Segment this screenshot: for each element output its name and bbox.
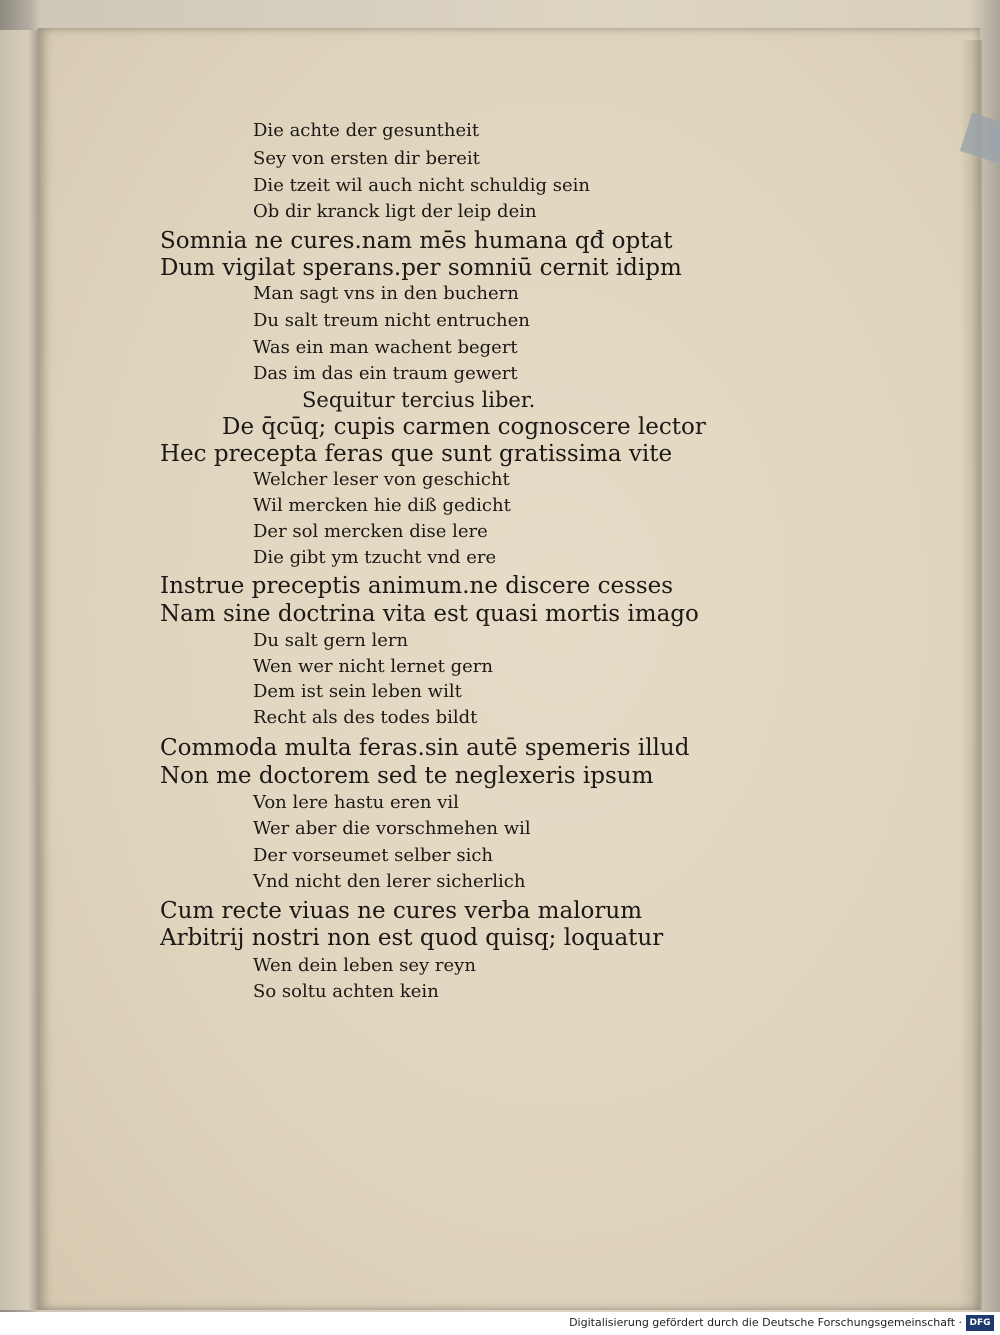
section-heading: Sequitur tercius liber. xyxy=(302,388,536,412)
text-line: Wil mercken hie diß gedicht xyxy=(253,495,511,516)
text-line: Die achte der gesuntheit xyxy=(253,120,480,141)
text-line: Arbitrij nostri non est quod quisq; loquatur xyxy=(160,925,664,951)
text-line: Das im das ein traum gewert xyxy=(253,363,518,384)
text-line: Dum vigilat sperans.per somniū cernit idipm xyxy=(160,255,682,281)
text-line: Der vorseumet selber sich xyxy=(253,845,493,866)
text-line: Vnd nicht den lerer sicherlich xyxy=(253,871,526,892)
dfg-logo: DFG xyxy=(966,1315,994,1331)
text-line: Der sol mercken dise lere xyxy=(253,521,488,542)
text-line: Die tzeit wil auch nicht schuldig sein xyxy=(253,175,591,196)
text-line: Man sagt vns in den buchern xyxy=(253,283,519,304)
text-line: Was ein man wachent begert xyxy=(253,337,518,358)
text-line: Du salt gern lern xyxy=(253,630,409,651)
text-line: So soltu achten kein xyxy=(253,981,439,1002)
text-line: De q̄cūq; cupis carmen cognoscere lector xyxy=(222,414,706,440)
text-line: Cum recte viuas ne cures verba malorum xyxy=(160,898,643,924)
text-line: Non me doctorem sed te neglexeris ipsum xyxy=(160,763,654,789)
text-line: Wen dein leben sey reyn xyxy=(253,955,476,976)
digitization-footer xyxy=(0,1312,1000,1335)
text-line: Von lere hastu eren vil xyxy=(253,792,459,813)
text-line: Somnia ne cures.nam mēs humana qđ optat xyxy=(160,228,673,254)
text-line: Wer aber die vorschmehen wil xyxy=(253,818,531,839)
text-line: Recht als des todes bildt xyxy=(253,707,478,728)
text-line: Commoda multa feras.sin autē spemeris illud xyxy=(160,735,690,761)
text-line: Wen wer nicht lernet gern xyxy=(253,656,493,677)
text-line: Die gibt ym tzucht vnd ere xyxy=(253,547,497,568)
text-line: Du salt treum nicht entruchen xyxy=(253,310,530,331)
text-line: Nam sine doctrina vita est quasi mortis imago xyxy=(160,601,699,627)
text-line: Hec precepta feras que sunt gratissima vite xyxy=(160,441,673,467)
text-line: Welcher leser von geschicht xyxy=(253,469,510,490)
footer-credit: Digitalisierung gefördert durch die Deutsche Forschungsgemeinschaft · xyxy=(569,1316,962,1329)
text-line: Sey von ersten dir bereit xyxy=(253,148,480,169)
text-line: Ob dir kranck ligt der leip dein xyxy=(253,201,537,222)
text-line: Dem ist sein leben wilt xyxy=(253,681,462,702)
text-line: Instrue preceptis animum.ne discere cesses xyxy=(160,573,674,599)
